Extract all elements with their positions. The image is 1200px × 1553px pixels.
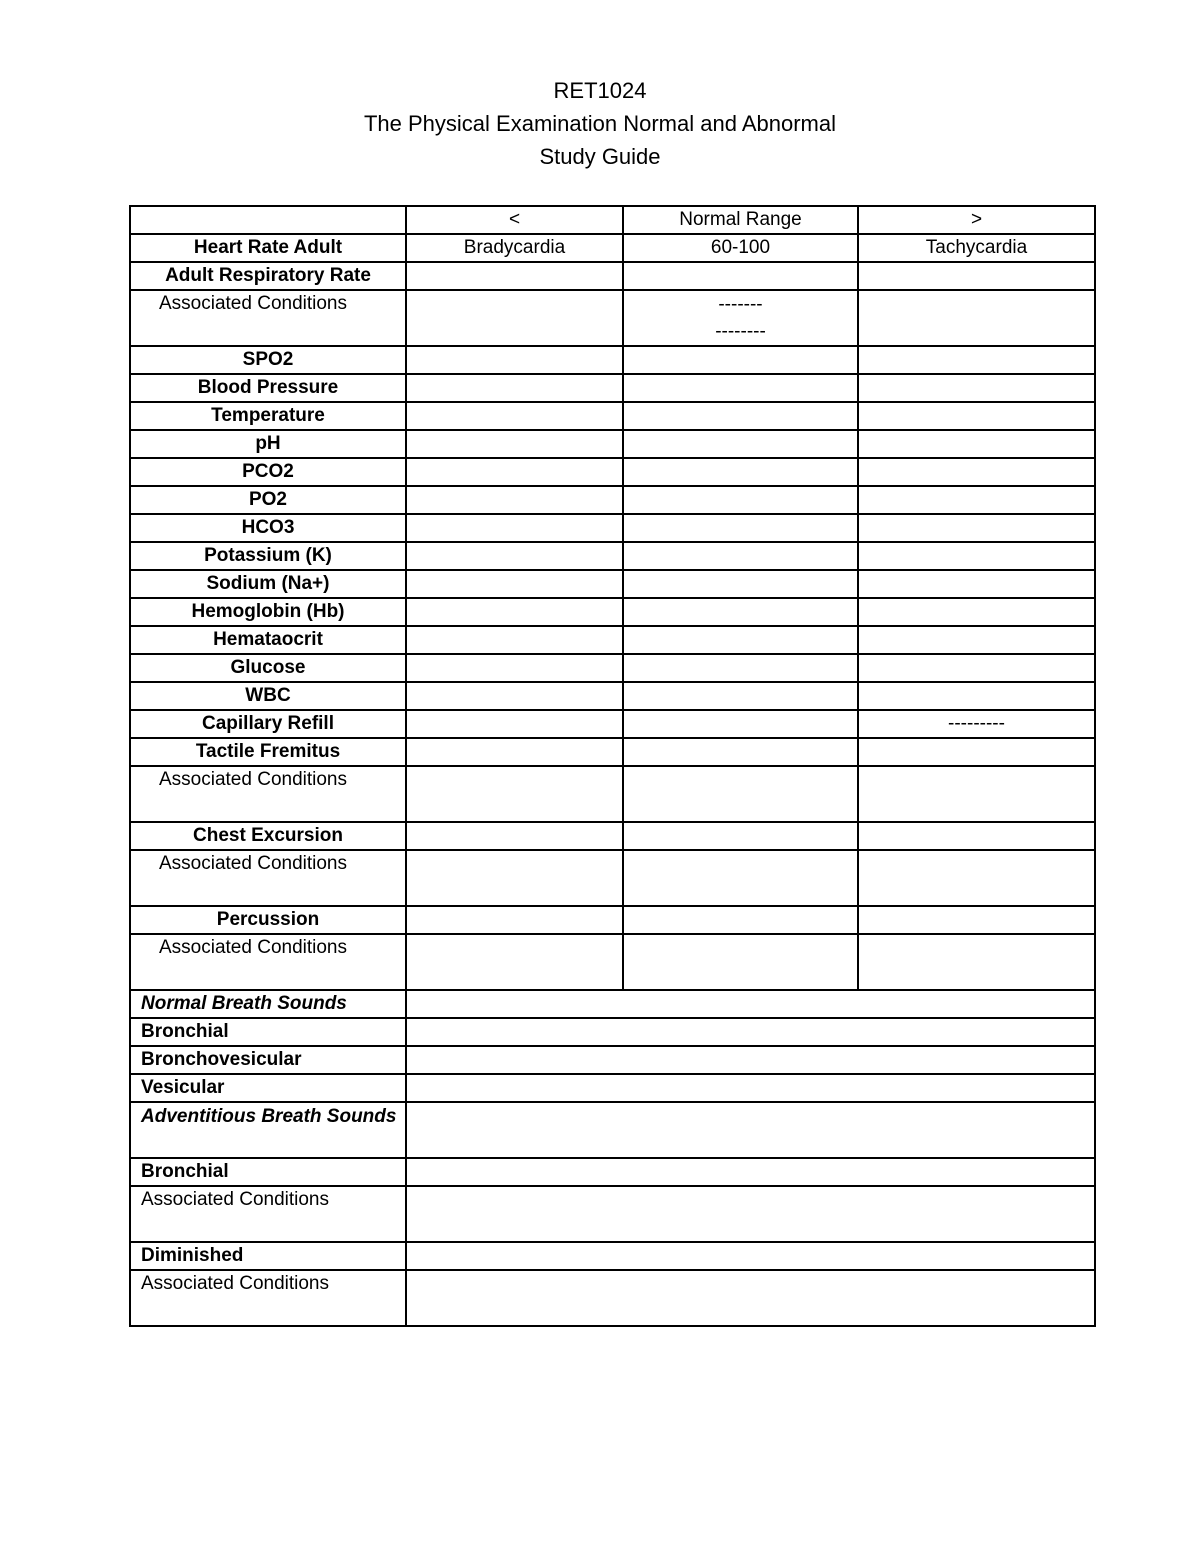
normal-blank-cell[interactable] [623, 486, 858, 514]
header-low-cell: < [406, 206, 623, 234]
row-label: Blood Pressure [130, 374, 406, 402]
table-row [130, 1186, 1095, 1242]
table-row [130, 1242, 1095, 1270]
low-blank-cell[interactable] [406, 346, 623, 374]
low-blank-cell[interactable] [406, 738, 623, 766]
low-blank-cell[interactable] [406, 402, 623, 430]
low-blank-cell[interactable] [406, 262, 623, 290]
table-row [130, 374, 1095, 402]
high-blank-cell[interactable] [858, 402, 1095, 430]
low-blank-cell[interactable] [406, 850, 623, 906]
normal-blank-cell[interactable] [623, 346, 858, 374]
answer-blank-cell[interactable] [406, 1186, 1095, 1242]
table-row [130, 626, 1095, 654]
high-blank-cell[interactable] [858, 430, 1095, 458]
high-blank-cell[interactable] [858, 682, 1095, 710]
normal-blank-cell[interactable] [623, 262, 858, 290]
row-label: Adult Respiratory Rate [130, 262, 406, 290]
table-header-row [130, 206, 1095, 234]
low-blank-cell[interactable] [406, 766, 623, 822]
high-dash-cell: --------- [858, 710, 1095, 738]
row-label: Vesicular [130, 1074, 406, 1102]
table-row [130, 738, 1095, 766]
table-row [130, 934, 1095, 990]
row-label: Potassium (K) [130, 542, 406, 570]
row-label: Heart Rate Adult [130, 234, 406, 262]
low-blank-cell[interactable] [406, 654, 623, 682]
row-label: Diminished [130, 1242, 406, 1270]
row-label: Temperature [130, 402, 406, 430]
table-row [130, 430, 1095, 458]
table-row [130, 1158, 1095, 1186]
low-blank-cell[interactable] [406, 430, 623, 458]
high-blank-cell[interactable] [858, 654, 1095, 682]
table-row [130, 1018, 1095, 1046]
high-blank-cell[interactable] [858, 626, 1095, 654]
normal-blank-cell[interactable] [623, 654, 858, 682]
high-blank-cell[interactable] [858, 822, 1095, 850]
table-row [130, 710, 1095, 738]
answer-blank-cell[interactable] [406, 1046, 1095, 1074]
low-blank-cell[interactable] [406, 934, 623, 990]
low-blank-cell[interactable] [406, 822, 623, 850]
high-blank-cell[interactable] [858, 458, 1095, 486]
high-blank-cell[interactable] [858, 570, 1095, 598]
normal-blank-cell[interactable] [623, 934, 858, 990]
row-label: pH [130, 430, 406, 458]
row-label: Hemoglobin (Hb) [130, 598, 406, 626]
row-label: Bronchial [130, 1018, 406, 1046]
table-row [130, 570, 1095, 598]
table-row [130, 850, 1095, 906]
document-header [0, 74, 1200, 173]
table-row [130, 766, 1095, 822]
table-row [130, 990, 1095, 1018]
low-blank-cell[interactable] [406, 626, 623, 654]
high-blank-cell[interactable] [858, 738, 1095, 766]
row-label: Associated Conditions [130, 290, 406, 346]
row-label: Associated Conditions [130, 1186, 406, 1242]
low-blank-cell[interactable] [406, 710, 623, 738]
answer-blank-cell[interactable] [406, 1242, 1095, 1270]
section-heading: Normal Breath Sounds [130, 990, 406, 1018]
table-row [130, 682, 1095, 710]
normal-blank-cell[interactable] [623, 402, 858, 430]
row-label: Associated Conditions [130, 850, 406, 906]
row-label: Sodium (Na+) [130, 570, 406, 598]
row-label: Capillary Refill [130, 710, 406, 738]
row-label: SPO2 [130, 346, 406, 374]
row-label: Associated Conditions [130, 766, 406, 822]
normal-blank-cell[interactable] [623, 710, 858, 738]
table-row [130, 598, 1095, 626]
table-row [130, 402, 1095, 430]
low-blank-cell[interactable] [406, 486, 623, 514]
document-subtitle: Study Guide [539, 144, 661, 169]
row-label: Glucose [130, 654, 406, 682]
normal-blank-cell[interactable] [623, 430, 858, 458]
high-blank-cell[interactable] [858, 514, 1095, 542]
low-blank-cell[interactable] [406, 682, 623, 710]
answer-blank-cell[interactable] [406, 990, 1095, 1018]
table-row [130, 234, 1095, 262]
normal-value: 60-100 [623, 234, 858, 262]
row-label: Bronchovesicular [130, 1046, 406, 1074]
table-row [130, 262, 1095, 290]
course-code: RET1024 [553, 78, 647, 103]
normal-blank-cell[interactable] [623, 626, 858, 654]
normal-blank-cell[interactable] [623, 682, 858, 710]
normal-blank-cell[interactable] [623, 542, 858, 570]
low-blank-cell[interactable] [406, 374, 623, 402]
table-row [130, 1270, 1095, 1326]
low-blank-cell[interactable] [406, 290, 623, 346]
low-blank-cell[interactable] [406, 598, 623, 626]
normal-dash-cell [623, 290, 858, 346]
table-row [130, 654, 1095, 682]
normal-blank-cell[interactable] [623, 514, 858, 542]
table-row [130, 290, 1095, 346]
high-blank-cell[interactable] [858, 374, 1095, 402]
row-label: PCO2 [130, 458, 406, 486]
answer-blank-cell[interactable] [406, 1158, 1095, 1186]
header-normal-cell: Normal Range [623, 206, 858, 234]
low-value: Bradycardia [406, 234, 623, 262]
table-row [130, 458, 1095, 486]
normal-blank-cell[interactable] [623, 570, 858, 598]
normal-blank-cell[interactable] [623, 458, 858, 486]
header-blank-cell [130, 206, 406, 234]
high-value: Tachycardia [858, 234, 1095, 262]
normal-blank-cell[interactable] [623, 598, 858, 626]
normal-blank-cell[interactable] [623, 906, 858, 934]
normal-blank-cell[interactable] [623, 374, 858, 402]
high-blank-cell[interactable] [858, 290, 1095, 346]
table-row [130, 1102, 1095, 1158]
table-row [130, 906, 1095, 934]
document-title: The Physical Examination Normal and Abnormal [363, 111, 836, 136]
low-blank-cell[interactable] [406, 542, 623, 570]
table-row [130, 346, 1095, 374]
normal-blank-cell[interactable] [623, 738, 858, 766]
table-row [130, 542, 1095, 570]
high-blank-cell[interactable] [858, 766, 1095, 822]
row-label: Associated Conditions [130, 934, 406, 990]
normal-blank-cell[interactable] [623, 766, 858, 822]
row-label: HCO3 [130, 514, 406, 542]
high-blank-cell[interactable] [858, 598, 1095, 626]
row-label: Bronchial [130, 1158, 406, 1186]
high-blank-cell[interactable] [858, 486, 1095, 514]
section-heading: Adventitious Breath Sounds [130, 1102, 406, 1158]
header-high-cell: > [858, 206, 1095, 234]
table-row [130, 1074, 1095, 1102]
low-blank-cell[interactable] [406, 906, 623, 934]
parameter-rows [130, 346, 1095, 710]
answer-blank-cell[interactable] [406, 1018, 1095, 1046]
row-label: Associated Conditions [130, 1270, 406, 1326]
dash-line: ------- [718, 294, 763, 315]
normal-blank-cell[interactable] [623, 822, 858, 850]
row-label: WBC [130, 682, 406, 710]
row-label: Percussion [130, 906, 406, 934]
study-guide-table [129, 205, 1096, 1327]
row-label: Tactile Fremitus [130, 738, 406, 766]
low-blank-cell[interactable] [406, 514, 623, 542]
answer-blank-cell[interactable] [406, 1270, 1095, 1326]
table-row [130, 486, 1095, 514]
row-label: PO2 [130, 486, 406, 514]
high-blank-cell[interactable] [858, 262, 1095, 290]
high-blank-cell[interactable] [858, 346, 1095, 374]
table-row [130, 1046, 1095, 1074]
table-row [130, 822, 1095, 850]
high-blank-cell[interactable] [858, 850, 1095, 906]
normal-blank-cell[interactable] [623, 850, 858, 906]
row-label: Hemataocrit [130, 626, 406, 654]
answer-blank-cell[interactable] [406, 1074, 1095, 1102]
high-blank-cell[interactable] [858, 542, 1095, 570]
dash-line: -------- [715, 321, 766, 342]
row-label: Chest Excursion [130, 822, 406, 850]
low-blank-cell[interactable] [406, 570, 623, 598]
table-row [130, 514, 1095, 542]
low-blank-cell[interactable] [406, 458, 623, 486]
answer-blank-cell[interactable] [406, 1102, 1095, 1158]
high-blank-cell[interactable] [858, 906, 1095, 934]
high-blank-cell[interactable] [858, 934, 1095, 990]
